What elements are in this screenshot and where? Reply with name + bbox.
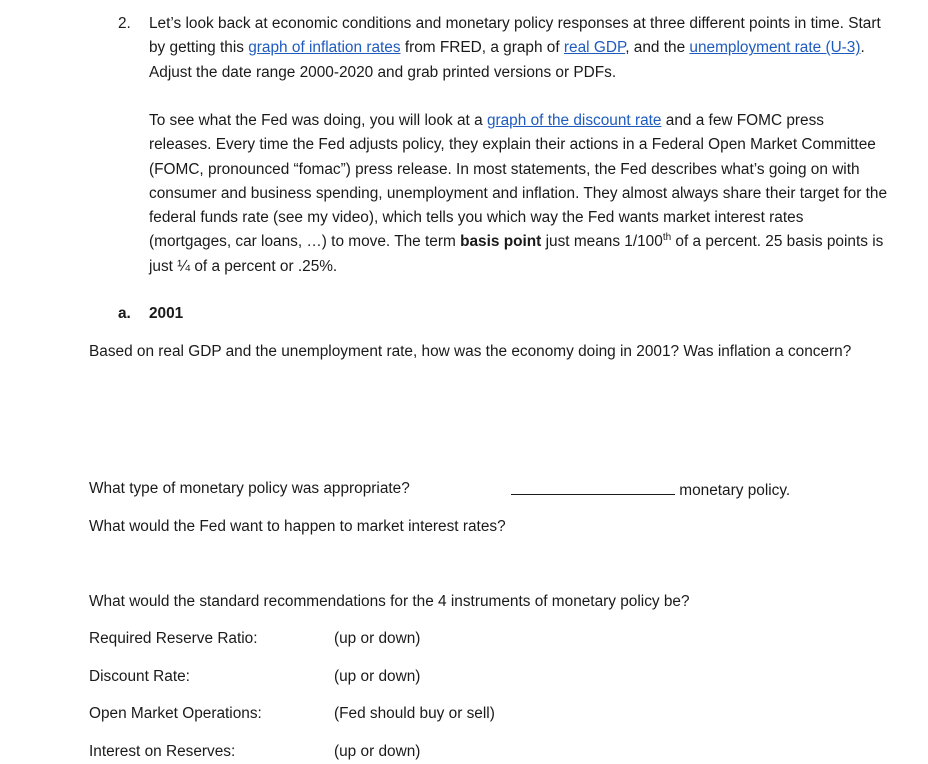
instrument-hint-reserve-ratio: (up or down) xyxy=(334,630,421,647)
para2-text-1: To see what the Fed was doing, you will look at a xyxy=(149,112,487,129)
part-letter: a. xyxy=(118,305,131,322)
instrument-label-reserve-ratio: Required Reserve Ratio: xyxy=(89,630,258,647)
instrument-label-open-market: Open Market Operations: xyxy=(89,705,262,722)
intro-text-3: , and the xyxy=(625,39,690,57)
economy-question: Based on real GDP and the unemployment rate, how was the economy doing in 2001? Was inflation a concern? xyxy=(89,343,852,360)
unemployment-rate-link[interactable]: unemployment rate (U-3) xyxy=(689,39,861,57)
discount-rate-link[interactable]: graph of the discount rate xyxy=(486,112,662,129)
intro-text-2: from FRED, a graph of xyxy=(400,39,564,57)
part-year-heading: 2001 xyxy=(149,305,184,322)
instrument-label-interest-reserves: Interest on Reserves: xyxy=(89,743,236,760)
policy-type-suffix: monetary policy. xyxy=(679,482,791,499)
para2-text-3: just means 1/100 xyxy=(541,233,663,251)
intro-text-4: . Adjust the date range 2000-2020 and grab printed versions or PDFs. xyxy=(149,39,865,81)
intro-text-1: Let’s look back at economic conditions and monetary policy responses at three different points in time. Start by getting this xyxy=(149,15,881,57)
inflation-graph-link[interactable]: graph of inflation rates xyxy=(248,39,401,57)
real-gdp-link[interactable]: real GDP xyxy=(563,39,626,57)
instrument-label-discount-rate: Discount Rate: xyxy=(89,668,190,685)
superscript-th: th xyxy=(662,232,672,244)
policy-type-answer-row xyxy=(511,477,790,503)
question-intro xyxy=(149,12,889,85)
instruments-question: What would the standard recommendations for the 4 instruments of monetary policy be? xyxy=(89,593,690,610)
para2-text-4: of a percent. 25 basis points is just ¼ of a percent or .25%. xyxy=(149,233,884,275)
interest-rates-question: What would the Fed want to happen to market interest rates? xyxy=(89,518,506,535)
instrument-hint-interest-reserves: (up or down) xyxy=(334,743,421,760)
instrument-hint-open-market: (Fed should buy or sell) xyxy=(334,705,495,722)
basis-point-term: basis point xyxy=(460,233,542,251)
policy-type-question: What type of monetary policy was appropriate? xyxy=(89,480,410,497)
para2-text-2: and a few FOMC press releases. Every time the Fed adjusts policy, they explain their actions in a Federal Open Market Committee (FOMC, pronounced “fomac”) press release. In most statements, the Fed describes what’s going on with consumer and business spending, unemployment and inflation. They almost always share their target for the federal funds rate (see my video), which tells you which way the Fed wants market interest rates (mortgages, car loans, …) to move. The term xyxy=(149,112,888,251)
fed-explanation-paragraph xyxy=(149,109,889,279)
question-number: 2. xyxy=(118,15,131,32)
policy-type-blank[interactable] xyxy=(511,477,675,495)
instrument-hint-discount-rate: (up or down) xyxy=(334,668,421,685)
